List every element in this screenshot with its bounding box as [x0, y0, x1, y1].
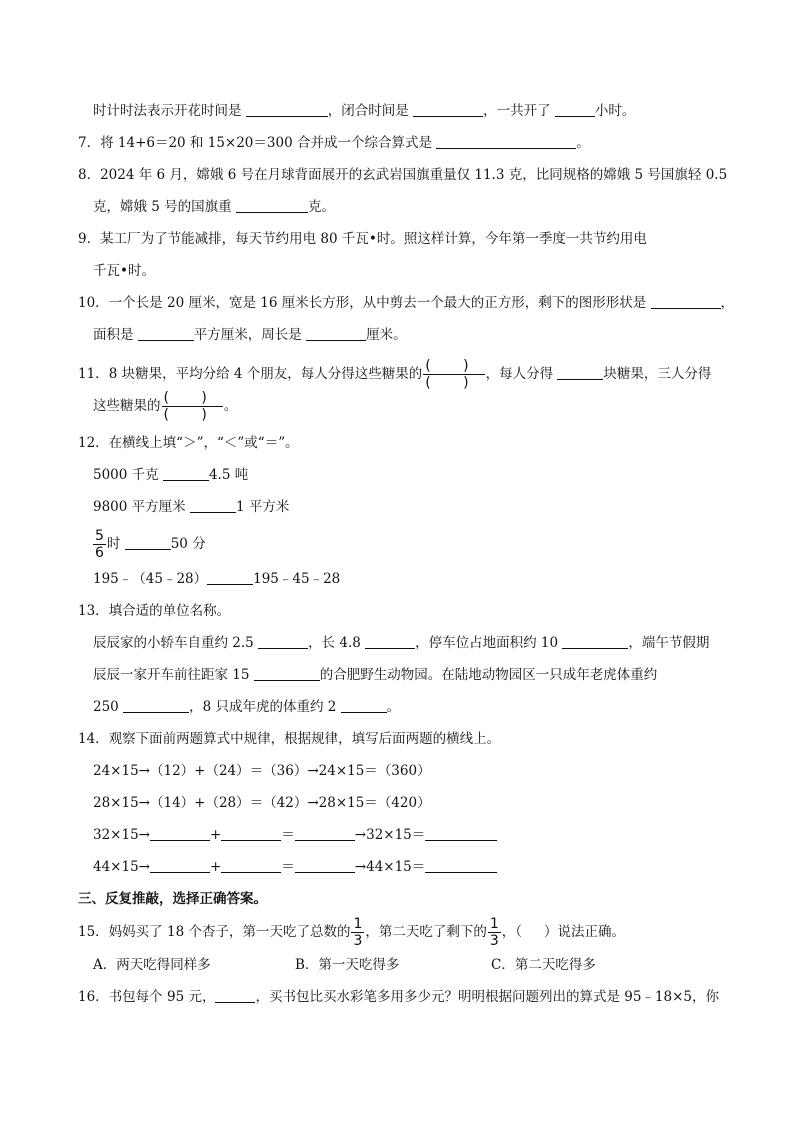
answer-blank[interactable] — [295, 858, 355, 873]
option-c[interactable]: C．第二天吃得多 — [491, 957, 596, 973]
answer-blank[interactable] — [236, 198, 308, 213]
answer-blank[interactable] — [557, 365, 603, 380]
answer-blank[interactable] — [365, 634, 415, 649]
answer-blank[interactable] — [341, 698, 387, 713]
answer-blank[interactable] — [295, 826, 355, 841]
question-15-options — [93, 956, 596, 974]
question-10-line-2: 面积是 平方厘米，周长是 厘米。 — [93, 327, 407, 343]
question-13-title: 13．填合适的单位名称。 — [78, 603, 231, 619]
answer-blank[interactable] — [436, 134, 576, 149]
compare-row-1: 5000 千克 4.5 吨 — [93, 467, 249, 483]
fill-equation-3: 32×15→ + ＝ →32×15＝ — [93, 826, 497, 844]
question-16-line-1: 16．书包每个 95 元， ，买书包比买水彩笔多用多少元？明明根据问题列出的算式是 95﹣18×5，你 — [78, 989, 720, 1005]
question-11-line-1: 11．8 块糖果，平均分给 4 个朋友，每人分得这些糖果的 $\frac{( )}{( )}$ ，每人分得 块糖果，三人分得 — [78, 358, 712, 391]
question-8-line-2: 克，嫦娥 5 号的国旗重 克。 — [93, 199, 335, 215]
answer-blank[interactable] — [306, 326, 366, 341]
question-13-line-1: 辰辰家的小轿车自重约 2.5 ，长 4.8 ，停车位占地面积约 10 ，端午节假期 — [93, 635, 710, 651]
answer-blank[interactable] — [163, 466, 209, 481]
answer-blank[interactable] — [651, 294, 721, 309]
answer-blank[interactable] — [123, 698, 189, 713]
answer-blank[interactable] — [254, 666, 320, 681]
question-13-line-3: 250 ，8 只成年虎的体重约 2 。 — [93, 699, 401, 715]
question-7: 7．将 14+6＝20 和 15×20＝300 合并成一个综合算式是 。 — [78, 135, 590, 151]
question-15: 15．妈妈买了 18 个杏子，第一天吃了总数的 $\frac{1}{3}$ ，第二天吃了剩下的 $\frac{1}{3}$ ，（ ）说法正确。 — [78, 916, 626, 949]
question-12-title: 12．在横线上填“＞”，“＜”或“＝”。 — [78, 435, 299, 451]
answer-blank[interactable] — [562, 634, 628, 649]
question-9-line-2: 千瓦•时。 — [93, 263, 155, 279]
question-11-line-2: 这些糖果的 $\frac{( )}{( )}$ 。 — [93, 390, 238, 423]
compare-row-4: 195﹣（45﹣28） 195﹣45﹣28 — [93, 571, 341, 587]
question-9-line-1: 9．某工厂为了节能减排，每天节约用电 80 千瓦•时。照这样计算，今年第一季度一共节约用电 — [78, 231, 647, 247]
answer-blank[interactable] — [138, 326, 194, 341]
compare-row-2: 9800 平方厘米 1 平方米 — [93, 499, 290, 515]
fraction-blank[interactable]: $\frac{( )}{( )}$ — [425, 358, 483, 391]
question-10-line-1: 10．一个长是 20 厘米，宽是 16 厘米长方形，从中剪去一个最大的正方形，剩下的图形形状是 ， — [78, 295, 735, 311]
question-6-line: 时计时法表示开花时间是 ，闭合时间是 ，一共开了 小时。 — [93, 103, 636, 119]
answer-blank[interactable] — [125, 535, 171, 550]
answer-blank[interactable] — [425, 858, 497, 873]
example-equation-1: 24×15→（12）+（24）＝（36）→24×15＝（360） — [93, 763, 431, 779]
question-13-line-2: 辰辰一家开车前往距家 15 的合肥野生动物园。在陆地动物园区一只成年老虎体重约 — [93, 667, 658, 683]
answer-blank[interactable] — [555, 102, 595, 117]
fraction-blank[interactable]: $\frac{( )}{( )}$ — [163, 390, 221, 423]
option-b[interactable]: B．第一天吃得多 — [295, 957, 400, 973]
answer-blank[interactable] — [190, 498, 236, 513]
example-equation-2: 28×15→（14）+（28）＝（42）→28×15＝（420） — [93, 795, 431, 811]
question-14-title: 14．观察下面前两题算式中规律，根据规律，填写后面两题的横线上。 — [78, 731, 501, 747]
fraction-five-sixths: $\frac{5}{6}$ — [95, 528, 104, 561]
answer-blank[interactable] — [221, 826, 281, 841]
fraction-one-third: $\frac{1}{3}$ — [489, 916, 499, 949]
answer-blank[interactable] — [150, 826, 210, 841]
fraction-one-third: $\frac{1}{3}$ — [353, 916, 363, 949]
answer-blank[interactable] — [246, 102, 328, 117]
answer-blank[interactable] — [221, 858, 281, 873]
section-3-heading: 三、反复推敲，选择正确答案。 — [78, 891, 267, 907]
compare-row-3: $\frac{5}{6}$ 时 50 分 — [95, 528, 206, 561]
answer-blank[interactable] — [413, 102, 483, 117]
answer-blank[interactable] — [425, 826, 497, 841]
option-a[interactable]: A．两天吃得同样多 — [93, 957, 211, 973]
answer-blank[interactable] — [150, 858, 210, 873]
answer-blank[interactable] — [207, 570, 253, 585]
fill-equation-4: 44×15→ + ＝ →44×15＝ — [93, 858, 497, 876]
answer-blank[interactable] — [215, 988, 255, 1003]
question-8-line-1: 8．2024 年 6 月，嫦娥 6 号在月球背面展开的玄武岩国旗重量仅 11.3 克，比同规格的嫦娥 5 号国旗轻 0.5 — [78, 167, 728, 183]
answer-blank[interactable] — [258, 634, 308, 649]
